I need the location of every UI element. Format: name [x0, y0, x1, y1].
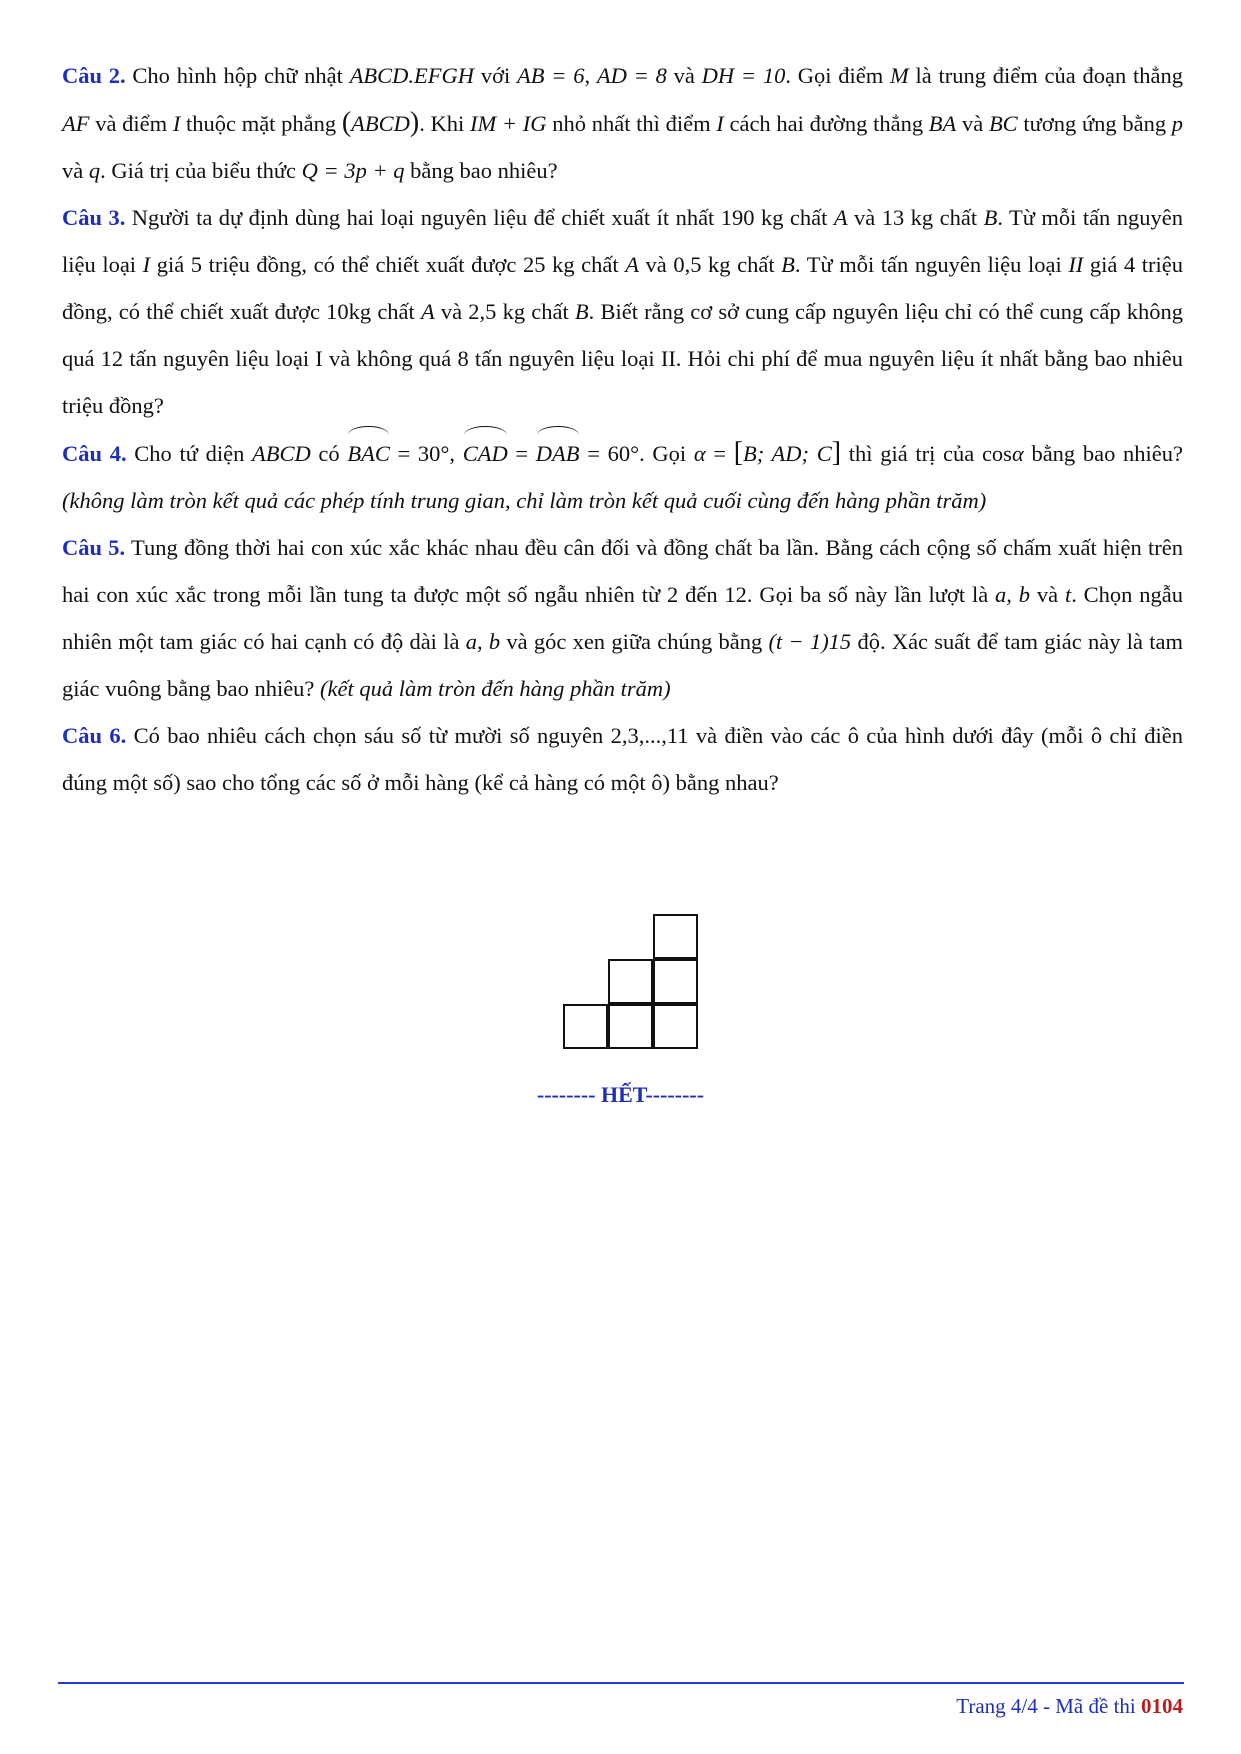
grid-cell: [563, 1004, 608, 1049]
grid-cell: [653, 959, 698, 1004]
page-footer: [956, 1694, 1183, 1719]
grid-cell: [653, 914, 698, 959]
grid-cell: [653, 1004, 698, 1049]
question-5-note: (kết quả làm tròn đến hàng phần trăm): [320, 676, 671, 701]
exam-page-content: [62, 52, 1183, 806]
question-5-number: Câu 5.: [62, 535, 126, 560]
end-marker: -------- HẾT--------: [536, 1082, 705, 1107]
footer-divider: [58, 1682, 1184, 1684]
question-4-note: (không làm tròn kết quả các phép tính trung gian, chỉ làm tròn kết quả cuối cùng đến hàng phần trăm): [62, 488, 987, 513]
question-5: Câu 5. Tung đồng thời hai con xúc xắc khác nhau đều cân đối và đồng chất ba lần. Bằng cách cộng số chấm xuất hiện trên hai con xúc xắc trong mỗi lần tung ta được một số ngẫu nhiên từ 2 đến 12. Gọi ba số này lần lượt là a, b và t. Chọn ngẫu nhiên một tam giác có hai cạnh có độ dài là a, b và góc xen giữa chúng bằng (t − 1)15 độ. Xác suất để tam giác này là tam giác vuông bằng bao nhiêu? (kết quả làm tròn đến hàng phần trăm): [62, 535, 1183, 701]
question-3: Câu 3. Người ta dự định dùng hai loại nguyên liệu để chiết xuất ít nhất 190 kg chất A và 13 kg chất B. Từ mỗi tấn nguyên liệu loại I giá 5 triệu đồng, có thể chiết xuất được 25 kg chất A và 0,5 kg chất B. Từ mỗi tấn nguyên liệu loại II giá 4 triệu đồng, có thể chiết xuất được 10kg chất A và 2,5 kg chất B. Biết rằng cơ sở cung cấp nguyên liệu chỉ có thể cung cấp không quá 12 tấn nguyên liệu loại I và không quá 8 tấn nguyên liệu loại II. Hỏi chi phí để mua nguyên liệu ít nhất bằng bao nhiêu triệu đồng?: [62, 205, 1184, 418]
angle-bac: BAC: [347, 430, 390, 477]
footer-label: Trang 4/4 - Mã đề thi: [956, 1694, 1141, 1718]
grid-cell: [608, 959, 653, 1004]
angle-cad: CAD: [463, 430, 508, 477]
question-4-number: Câu 4.: [62, 441, 127, 466]
staircase-grid-figure: [563, 914, 703, 1054]
question-2: Câu 2. Cho hình hộp chữ nhật ABCD.EFGH với AB = 6, AD = 8 và DH = 10. Gọi điểm M là trung điểm của đoạn thẳng AF và điểm I thuộc mặt phẳng (ABCD). Khi IM + IG nhỏ nhất thì điểm I cách hai đường thẳng BA và BC tương ứng bằng p và q. Giá trị của biểu thức Q = 3p + q bằng bao nhiêu?: [62, 63, 1184, 183]
question-2-number: Câu 2.: [62, 63, 126, 88]
question-4: Câu 4. Cho tứ diện ABCD có BAC = 30°, CAD = DAB = 60°. Gọi α = [B; AD; C] thì giá trị của cosα bằng bao nhiêu? (không làm tròn kết quả các phép tính trung gian, chỉ làm tròn kết quả cuối cùng đến hàng phần trăm): [62, 429, 1183, 524]
question-3-number: Câu 3.: [62, 205, 126, 230]
question-6-number: Câu 6.: [62, 723, 127, 748]
exam-code: 0104: [1141, 1694, 1183, 1718]
question-6: Câu 6. Có bao nhiêu cách chọn sáu số từ mười số nguyên 2,3,...,11 và điền vào các ô của hình dưới đây (mỗi ô chỉ điền đúng một số) sao cho tổng các số ở mỗi hàng (kể cả hàng có một ô) bằng nhau?: [62, 723, 1184, 795]
angle-dab: DAB: [536, 430, 580, 477]
grid-cell: [608, 1004, 653, 1049]
